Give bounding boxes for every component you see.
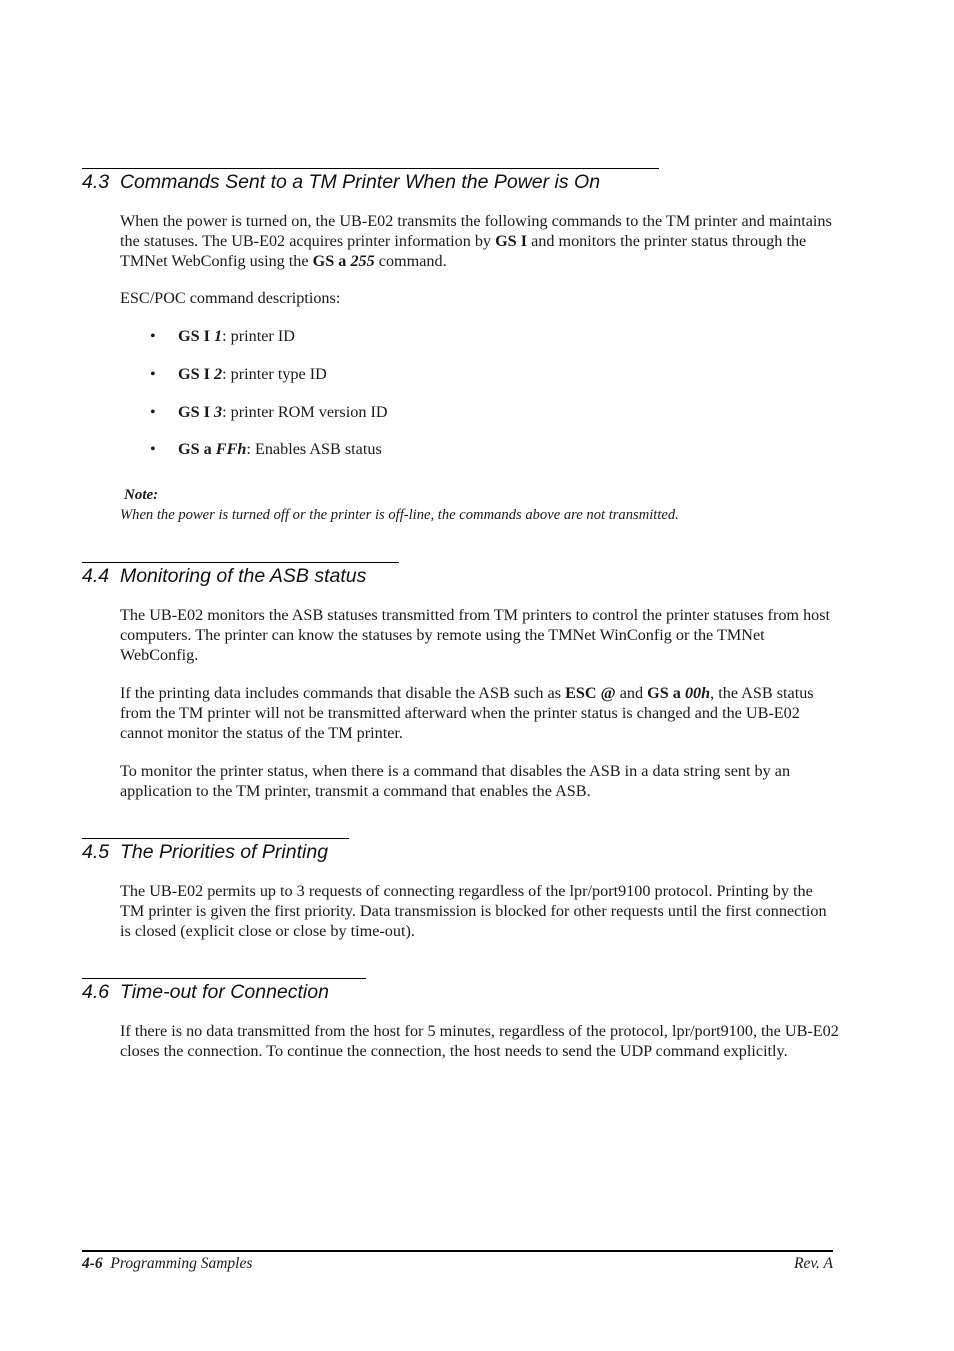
bullet-item: • GS I 1: printer ID [150, 327, 295, 345]
paragraph-4-4-monitor: To monitor the printer status, when there is a command that disables the ASB in a data string sent by an application to the TM printer, transmit a command that enables the ASB. [120, 762, 791, 800]
bullet-item: • GS a FFh: Enables ASB status [150, 440, 382, 458]
revision-label: Rev. A [793, 1255, 833, 1272]
bullet-icon: • [150, 365, 156, 383]
section-heading-4-3 [82, 168, 659, 193]
section-number: 4.4 [82, 565, 110, 587]
section-heading-4-4 [82, 562, 399, 587]
bullet-icon: • [150, 327, 156, 345]
paragraph-4-4-disable: If the printing data includes commands that disable the ASB such as ESC @ and GS a 00h, the ASB status from the TM printer will not be transmitted afterward when the printer status is changed and the UB-E02 cannot monitor the status of the TM printer. [120, 684, 814, 742]
paragraph-4-3-descriptions: ESC/POC command descriptions: [120, 289, 341, 307]
footer-left [82, 1254, 252, 1274]
note-label: Note: [124, 487, 159, 503]
section-title: Time-out for Connection [119, 981, 329, 1003]
section-title: Commands Sent to a TM Printer When the Power is On [119, 171, 601, 193]
paragraph-4-3-intro: When the power is turned on, the UB-E02 transmits the following commands to the TM printer and maintains the statuses. The UB-E02 acquires printer information by GS I and monitors the printer status through the TMNet WebConfig using the GS a 255 command. [120, 212, 832, 270]
note-text: When the power is turned off or the printer is off-line, the commands above are not transmitted. [120, 507, 679, 523]
section-number: 4.5 [82, 841, 110, 863]
footer-rule [82, 1250, 833, 1252]
section-number: 4.6 [82, 981, 110, 1003]
section-heading-4-5 [82, 838, 349, 863]
bullet-icon: • [150, 440, 156, 458]
bullet-icon: • [150, 403, 156, 421]
paragraph-4-6: If there is no data transmitted from the host for 5 minutes, regardless of the protocol, lpr/port9100, the UB-E02 closes the connection. To continue the connection, the host needs to send the UDP command explicitly. [120, 1022, 839, 1060]
chapter-title: Programming Samples [110, 1255, 253, 1272]
page-number: 4-6 [82, 1255, 103, 1272]
bullet-item: • GS I 3: printer ROM version ID [150, 403, 388, 421]
bullet-item: • GS I 2: printer type ID [150, 365, 327, 383]
section-title: The Priorities of Printing [119, 841, 329, 863]
paragraph-4-5: The UB-E02 permits up to 3 requests of connecting regardless of the lpr/port9100 protocol. Printing by the TM printer is given the first priority. Data transmission is blocked for other requests until the first connection is closed (explicit close or close by time-out). [120, 882, 827, 940]
paragraph-4-4-intro: The UB-E02 monitors the ASB statuses transmitted from TM printers to control the printer statuses from host computers. The printer can know the statuses by remote using the TMNet WinConfig or the TMNet WebConfig. [120, 606, 831, 664]
section-number: 4.3 [82, 171, 110, 193]
section-title: Monitoring of the ASB status [119, 565, 367, 587]
section-heading-4-6 [82, 978, 366, 1003]
